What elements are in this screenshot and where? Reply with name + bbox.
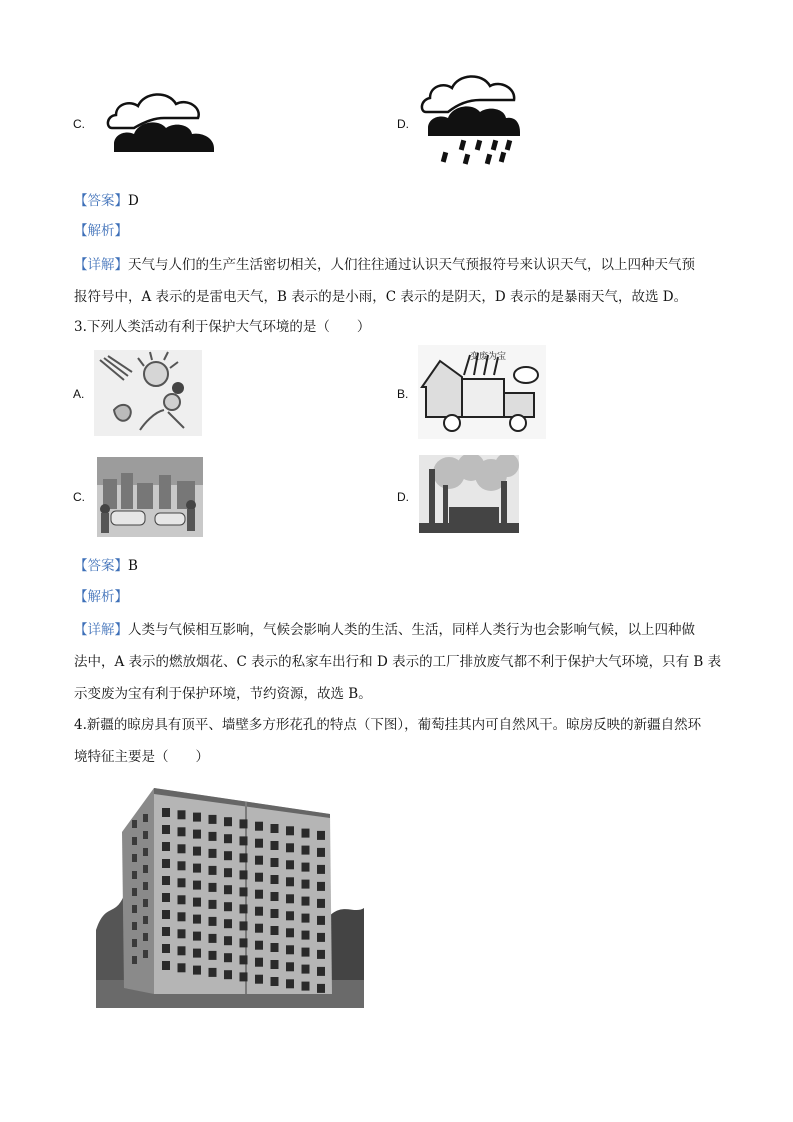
answer-value: D <box>128 193 139 209</box>
answer-value: B <box>128 558 138 574</box>
fireworks-picture <box>94 350 202 436</box>
q3-analysis-tag: 【解析】 <box>74 589 128 605</box>
rainstorm-icon <box>420 74 524 166</box>
detail-tag: 【详解】 <box>74 257 128 273</box>
q2-analysis-tag: 【解析】 <box>74 223 128 239</box>
detail-tag: 【详解】 <box>74 622 128 638</box>
recycle-sign: 变废为宝 <box>470 352 507 362</box>
option-c-label: C. <box>73 117 85 131</box>
q3-option-d-label: D. <box>397 490 409 504</box>
q3-option-a-label: A. <box>73 387 85 401</box>
q3-detail <box>74 617 724 707</box>
drying-house-photo <box>96 780 364 1008</box>
detail-line: 天气与人们的生产生活密切相关，人们往往通过认识天气预报符号来认识天气，以上四种天气预 <box>128 257 695 273</box>
detail-line: 报符号中，A 表示的是雷电天气，B 表示的是小雨，C 表示的是阴天，D 表示的是暴雨天气，故选 D。 <box>74 289 688 305</box>
detail-line: 示变废为宝有利于保护环境，节约资源，故选 B。 <box>74 686 372 702</box>
answer-tag: 【答案】 <box>74 193 128 209</box>
factory-smoke-picture <box>419 455 519 533</box>
q3-option-c-label: C. <box>73 490 85 504</box>
detail-line: 人类与气候相互影响，气候会影响人类的生活、生活，同样人类行为也会影响气候，以上四种做 <box>128 622 695 638</box>
q4-question <box>74 712 724 770</box>
detail-line: 法中，A 表示的燃放烟花、C 表示的私家车出行和 D 表示的工厂排放废气都不利于保护大气环境，只有 B 表 <box>74 654 722 670</box>
q3-question: 3.下列人类活动有利于保护大气环境的是（ ） <box>74 319 371 335</box>
answer-tag: 【答案】 <box>74 558 128 574</box>
question-line: 境特征主要是（ ） <box>74 749 209 765</box>
q3-option-b-label: B. <box>397 387 409 401</box>
q2-detail <box>74 252 724 310</box>
q3-answer <box>74 553 138 579</box>
option-d-label: D. <box>397 117 409 131</box>
private-car-picture <box>97 457 203 537</box>
overcast-cloud-icon <box>104 88 220 158</box>
recycling-truck-picture <box>418 345 546 439</box>
question-line: 4.新疆的晾房具有顶平、墙壁多方形花孔的特点（下图），葡萄挂其内可自然风干。晾房反映的新疆自然环 <box>74 717 702 733</box>
q2-answer <box>74 188 139 214</box>
